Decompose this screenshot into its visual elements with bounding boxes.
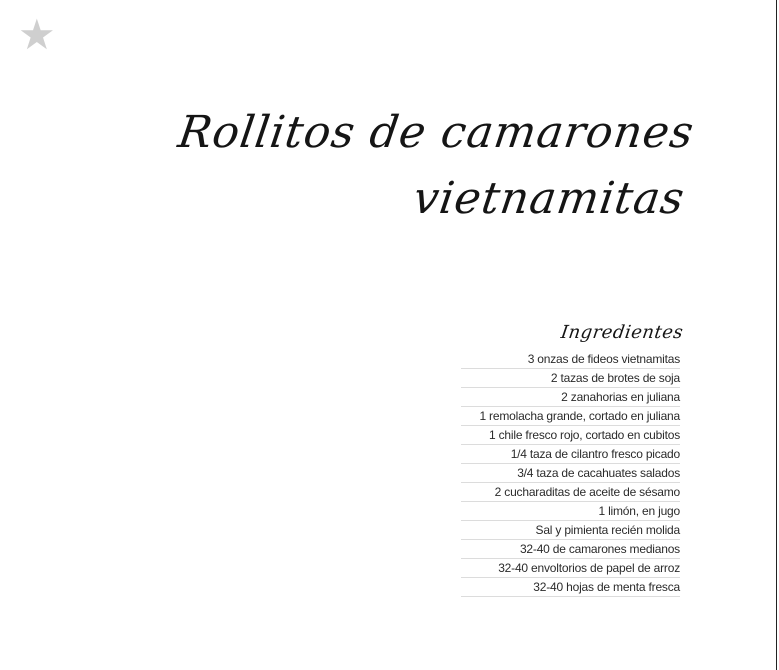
recipe-title-line-1: Rollitos de camarones xyxy=(175,107,698,158)
ingredients-list xyxy=(461,350,680,597)
star-icon[interactable]: ★ xyxy=(18,10,56,59)
ingredient-item: 2 zanahorias en juliana xyxy=(461,388,680,407)
ingredients-heading: Ingredientes xyxy=(559,322,685,343)
ingredient-item: 32-40 envoltorios de papel de arroz xyxy=(461,559,680,578)
recipe-title-line-2: vietnamitas xyxy=(410,173,689,224)
ingredient-item: 1/4 taza de cilantro fresco picado xyxy=(461,445,680,464)
ingredient-item: 2 cucharaditas de aceite de sésamo xyxy=(461,483,680,502)
recipe-title xyxy=(80,100,699,232)
ingredient-item: 3/4 taza de cacahuates salados xyxy=(461,464,680,483)
ingredient-item: 1 remolacha grande, cortado en juliana xyxy=(461,407,680,426)
ingredient-item: 2 tazas de brotes de soja xyxy=(461,369,680,388)
ingredient-item: 1 chile fresco rojo, cortado en cubitos xyxy=(461,426,680,445)
ingredient-item: 32-40 de camarones medianos xyxy=(461,540,680,559)
ingredient-item: Sal y pimienta recién molida xyxy=(461,521,680,540)
ingredient-item: 1 limón, en jugo xyxy=(461,502,680,521)
ingredient-item: 3 onzas de fideos vietnamitas xyxy=(461,350,680,369)
page-edge-line xyxy=(776,0,777,670)
ingredient-item: 32-40 hojas de menta fresca xyxy=(461,578,680,597)
